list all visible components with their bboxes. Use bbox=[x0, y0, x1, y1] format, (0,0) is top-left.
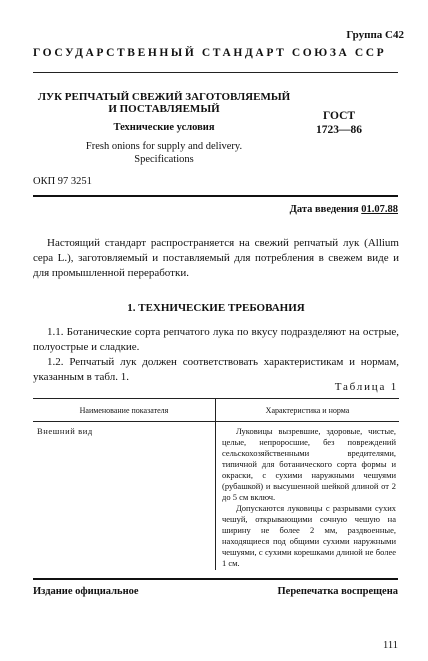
column-header-characteristic: Характеристика и норма bbox=[216, 399, 400, 422]
introduction-date-label: Дата введения bbox=[289, 204, 359, 215]
english-title bbox=[33, 140, 295, 166]
section-heading: 1. ТЕХНИЧЕСКИЕ ТРЕБОВАНИЯ bbox=[127, 302, 305, 314]
introduction-date-value: 01.07.88 bbox=[361, 204, 398, 215]
document-subtitle: Технические условия bbox=[113, 122, 215, 133]
paragraph-1-2: 1.2. Репчатый лук должен соответствовать характеристикам и нормам, указанным в табл. 1. bbox=[33, 356, 399, 383]
group-code: Группа С42 bbox=[346, 29, 404, 41]
english-title-line-2: Specifications bbox=[134, 154, 194, 165]
paragraph-1-1: 1.1. Ботанические сорта репчатого лука по вкусу подразделяют на острые, полуострые и сладкие. bbox=[33, 326, 399, 353]
title-divider bbox=[33, 195, 398, 197]
okp-code: ОКП 97 3251 bbox=[33, 176, 92, 187]
gost-label: ГОСТ bbox=[322, 110, 356, 122]
header-divider bbox=[33, 72, 398, 73]
table-row bbox=[33, 422, 399, 571]
title-line-1: ЛУК РЕПЧАТЫЙ СВЕЖИЙ ЗАГОТОВЛЯЕМЫЙ bbox=[37, 91, 291, 103]
state-standard-heading: ГОСУДАРСТВЕННЫЙ СТАНДАРТ СОЮЗА ССР bbox=[33, 47, 387, 59]
page-number: 111 bbox=[383, 640, 398, 651]
gost-number: 1723—86 bbox=[316, 124, 362, 136]
intro-paragraph: Настоящий стандарт распространяется на свежий репчатый лук (Allium cepa L.), заготовляемый и поставляемый для потребления в свежем виде и для промышленной переработки. bbox=[33, 237, 399, 279]
spec-table bbox=[33, 398, 399, 570]
english-title-line-1: Fresh onions for supply and delivery. bbox=[85, 141, 243, 152]
gost-designation bbox=[309, 109, 369, 137]
column-header-indicator: Наименование показателя bbox=[33, 399, 216, 422]
characteristic-cell bbox=[216, 422, 400, 571]
introduction-date bbox=[290, 204, 398, 215]
characteristic-paragraph-2: Допускаются луковицы с разрывами сухих чешуй, открывающими сочную чешую на ширину не более 2 мм, раздвоенные, находящиеся под общими сухими наружными чешуями, с сухими корешками длиной не более 1 см. bbox=[222, 503, 396, 568]
table-caption: Таблица 1 bbox=[334, 381, 398, 393]
table-header-row bbox=[33, 399, 399, 422]
title-line-2: И ПОСТАВЛЯЕМЫЙ bbox=[108, 103, 220, 115]
document-title bbox=[33, 91, 295, 115]
reprint-prohibited-note: Перепечатка воспрещена bbox=[277, 586, 398, 597]
indicator-cell: Внешний вид bbox=[37, 426, 93, 436]
characteristic-paragraph-1: Луковицы вызревшие, здоровые, чистые, целые, непроросшие, без повреждений сельскохозяйственными вредителями, типичной для ботанического сорта формы и окраски, с сухими наружными чешуями (рубашкой) и высушенной шейкой длиной от 2 до 5 см включ. bbox=[222, 426, 396, 502]
official-edition-note: Издание официальное bbox=[33, 586, 139, 597]
footer-divider bbox=[33, 578, 398, 580]
